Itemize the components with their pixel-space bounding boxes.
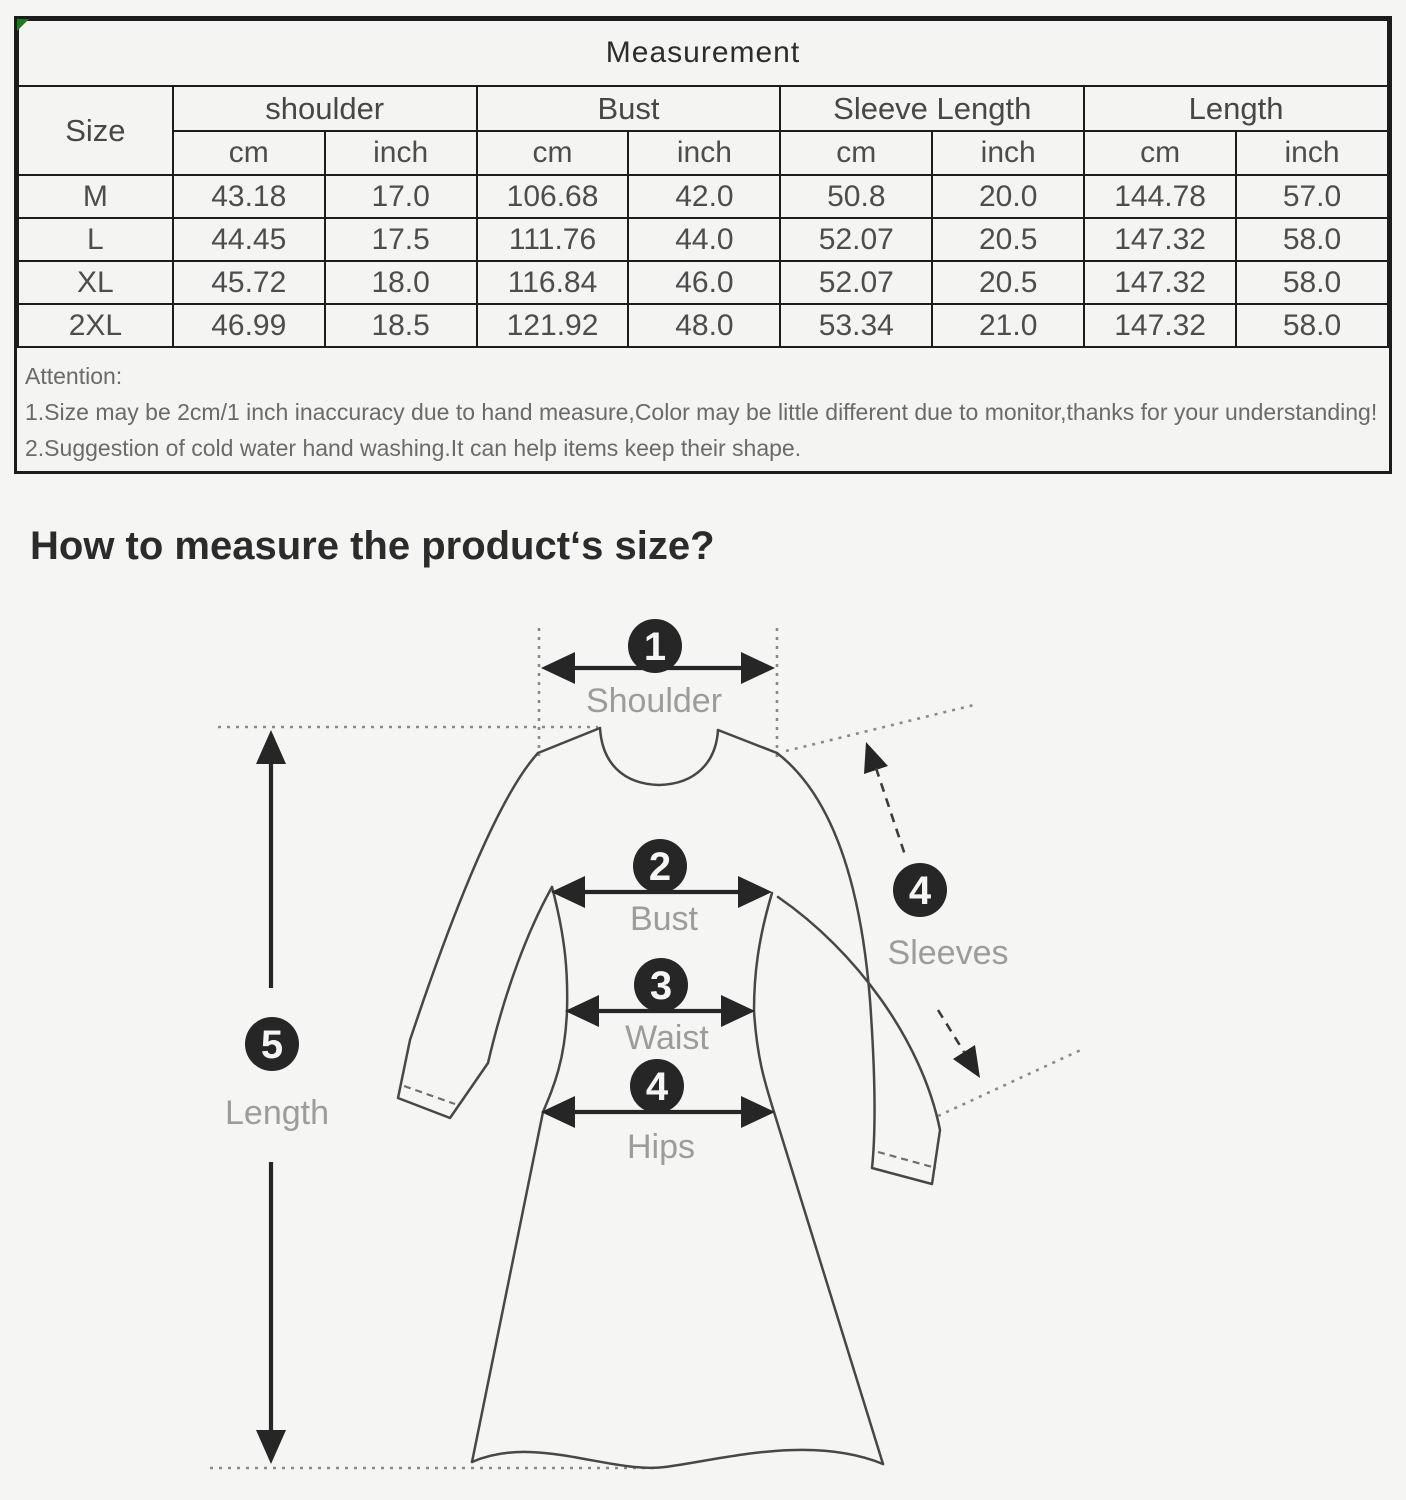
arrow-right-icon bbox=[741, 652, 775, 684]
marker-hips bbox=[541, 1059, 775, 1166]
arrow-left-icon bbox=[541, 1096, 575, 1128]
value-cell: 18.5 bbox=[325, 304, 477, 347]
dress-hem bbox=[472, 1450, 883, 1468]
sleeve-arrow-lower-dashed bbox=[938, 1010, 964, 1052]
value-cell: 52.07 bbox=[780, 261, 932, 304]
arrow-left-icon bbox=[565, 995, 599, 1027]
dress-right-side bbox=[754, 893, 883, 1464]
marker-sleeves bbox=[864, 742, 1008, 1078]
marker-waist bbox=[565, 958, 755, 1057]
unit-cm: cm bbox=[173, 131, 325, 175]
col-header-size: Size bbox=[18, 86, 173, 175]
value-cell: 58.0 bbox=[1236, 261, 1388, 304]
marker-label-hips: Hips bbox=[626, 1128, 696, 1166]
value-cell: 42.0 bbox=[628, 175, 780, 218]
dress-left-sleeve bbox=[398, 753, 552, 1118]
value-cell: 17.5 bbox=[325, 218, 477, 261]
arrow-down-icon bbox=[256, 1430, 286, 1464]
unit-inch: inch bbox=[1236, 131, 1388, 175]
value-cell: 50.8 bbox=[780, 175, 932, 218]
value-cell: 147.32 bbox=[1084, 261, 1236, 304]
value-cell: 20.0 bbox=[932, 175, 1084, 218]
value-cell: 53.34 bbox=[780, 304, 932, 347]
dress-left-shoulder bbox=[538, 728, 600, 753]
arrow-up-icon bbox=[256, 730, 286, 764]
unit-cm: cm bbox=[477, 131, 629, 175]
size-cell: 2XL bbox=[18, 304, 173, 347]
value-cell: 58.0 bbox=[1236, 218, 1388, 261]
value-cell: 20.5 bbox=[932, 218, 1084, 261]
value-cell: 144.78 bbox=[1084, 175, 1236, 218]
dress-neckline bbox=[600, 728, 718, 785]
value-cell: 111.76 bbox=[477, 218, 629, 261]
marker-label-bust: Bust bbox=[629, 900, 699, 938]
marker-number-4-sleeves: 4 bbox=[908, 869, 932, 913]
dress-right-shoulder bbox=[718, 730, 777, 753]
value-cell: 116.84 bbox=[477, 261, 629, 304]
attention-line-1: 1.Size may be 2cm/1 inch inaccuracy due to hand measure,Color may be little different due to monitor,thanks for your understanding! bbox=[25, 399, 1378, 425]
marker-number-4-hips: 4 bbox=[645, 1065, 669, 1109]
marker-label-waist: Waist bbox=[625, 1019, 709, 1057]
marker-number-1: 1 bbox=[643, 625, 667, 669]
unit-inch: inch bbox=[628, 131, 780, 175]
marker-shoulder bbox=[541, 619, 775, 720]
value-cell: 147.32 bbox=[1084, 218, 1236, 261]
value-cell: 20.5 bbox=[932, 261, 1084, 304]
marker-bust bbox=[551, 839, 772, 938]
value-cell: 21.0 bbox=[932, 304, 1084, 347]
col-header-bust: Bust bbox=[477, 86, 781, 131]
arrow-right-icon bbox=[738, 876, 772, 908]
unit-cm: cm bbox=[780, 131, 932, 175]
arrow-right-icon bbox=[721, 995, 755, 1027]
dress-left-side bbox=[472, 887, 567, 1462]
attention-label: Attention: bbox=[25, 363, 123, 389]
value-cell: 18.0 bbox=[325, 261, 477, 304]
col-header-length: Length bbox=[1084, 86, 1388, 131]
value-cell: 44.0 bbox=[628, 218, 780, 261]
value-cell: 45.72 bbox=[173, 261, 325, 304]
value-cell: 106.68 bbox=[477, 175, 629, 218]
marker-number-2: 2 bbox=[648, 845, 672, 889]
arrow-left-icon bbox=[541, 652, 575, 684]
right-cuff-seam bbox=[878, 1152, 936, 1168]
size-cell: L bbox=[18, 218, 173, 261]
size-cell: XL bbox=[18, 261, 173, 304]
value-cell: 46.99 bbox=[173, 304, 325, 347]
value-cell: 43.18 bbox=[173, 175, 325, 218]
value-cell: 121.92 bbox=[477, 304, 629, 347]
size-cell: M bbox=[18, 175, 173, 218]
value-cell: 57.0 bbox=[1236, 175, 1388, 218]
value-cell: 48.0 bbox=[628, 304, 780, 347]
marker-length bbox=[225, 730, 329, 1464]
col-header-sleeve-length: Sleeve Length bbox=[780, 86, 1084, 131]
value-cell: 52.07 bbox=[780, 218, 932, 261]
marker-label-length: Length bbox=[225, 1094, 329, 1132]
sleeve-arrow-upper-dashed bbox=[876, 768, 905, 855]
value-cell: 147.32 bbox=[1084, 304, 1236, 347]
table-title: Measurement bbox=[18, 20, 1388, 86]
sleeve-top-dotted-line bbox=[786, 704, 978, 751]
left-cuff-seam bbox=[404, 1086, 455, 1104]
value-cell: 46.0 bbox=[628, 261, 780, 304]
attention-line-2: 2.Suggestion of cold water hand washing.It can help items keep their shape. bbox=[25, 435, 802, 461]
value-cell: 17.0 bbox=[325, 175, 477, 218]
marker-number-5: 5 bbox=[260, 1023, 284, 1067]
arrow-down-icon bbox=[953, 1045, 980, 1078]
howto-heading: How to measure the product‘s size? bbox=[30, 524, 715, 568]
marker-label-sleeves: Sleeves bbox=[887, 934, 1009, 972]
col-header-shoulder: shoulder bbox=[173, 86, 477, 131]
unit-inch: inch bbox=[325, 131, 477, 175]
value-cell: 44.45 bbox=[173, 218, 325, 261]
unit-cm: cm bbox=[1084, 131, 1236, 175]
value-cell: 58.0 bbox=[1236, 304, 1388, 347]
marker-number-3: 3 bbox=[649, 964, 673, 1008]
marker-label-shoulder: Shoulder bbox=[585, 682, 723, 720]
unit-inch: inch bbox=[932, 131, 1084, 175]
